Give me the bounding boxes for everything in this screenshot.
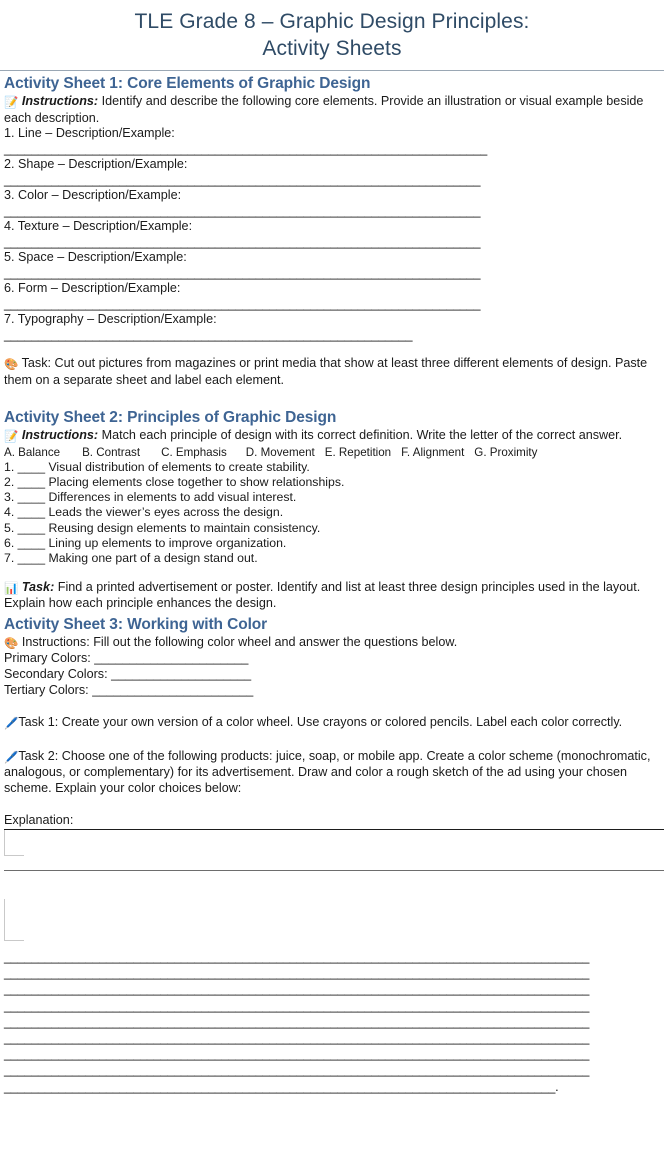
sheet2-task [0,580,664,612]
palette-icon: 🎨 [4,635,19,650]
memo-icon: 📝 [4,95,19,109]
element-label: 2. Shape – Description/Example: [4,157,188,171]
option-e: E. Repetition [324,445,392,459]
match-item[interactable]: 7. ____ Making one part of a design stand out. [4,551,258,566]
sheet3-instructions-text: Instructions: Fill out the following color wheel and answer the questions below. [18,634,458,649]
option-g: G. Proximity [474,445,538,459]
ruled-line[interactable]: ______________________________________________________________________________________ [4,982,590,997]
ruled-line[interactable]: ______________________________________________________________________________________ [4,949,590,964]
sheet3-task1-text: Task 1: Create your own version of a color wheel. Use crayons or colored pencils. Label each color correctly. [18,715,623,730]
color-field-label: Tertiary Colors: [4,682,93,697]
sheet2-task-label: Task: [21,579,55,594]
match-item[interactable]: 1. ____ Visual distribution of elements to create stability. [4,459,310,474]
ruled-line[interactable]: ______________________________________________________________________________________ [4,1047,590,1062]
color-field-rule: ______________________ [94,651,249,666]
ruled-line[interactable]: ______________________________________________________________________________________ [4,966,590,981]
element-answer-rule[interactable]: ______________________________________________________________________ [4,234,481,249]
explanation-label: Explanation: [4,813,74,828]
answer-box-corner-fragment [4,830,24,856]
element-answer-rule[interactable]: ____________________________________________________________ [4,327,413,342]
sheet1-instructions [0,94,664,126]
sheet3-task2 [0,749,664,797]
element-label: 5. Space – Description/Example: [4,250,187,264]
memo-icon: 📝 [4,429,19,443]
ruled-line[interactable]: ______________________________________________________________________________________ [4,1063,590,1078]
element-label: 3. Color – Description/Example: [4,188,182,202]
sheet3-instructions [0,635,664,652]
ruled-line[interactable]: ______________________________________________________________________________________ [4,998,590,1013]
sheet1-task-text: Task: Cut out pictures from magazines or print media that show at least three different elements of design. Paste them on a separate sheet and label each element. [4,356,648,387]
sheet3-task1 [0,715,664,732]
match-item[interactable]: 5. ____ Reusing design elements to maintain consistency. [4,520,321,535]
option-c: C. Emphasis [161,445,227,459]
sheet2-options-row [0,445,664,460]
match-item[interactable]: 2. ____ Placing elements close together to show relationships. [4,474,345,489]
explanation-answer-area[interactable] [0,829,664,941]
sheet2-task-text: Find a printed advertisement or poster. Identify and list at least three design principles used in the layout. Explain how each principle enhances the design. [4,579,641,611]
sheet1-instructions-label: Instructions: [21,94,99,108]
option-a: A. Balance [4,445,61,459]
element-label: 4. Texture – Description/Example: [4,219,193,233]
bar-chart-icon: 📊 [4,580,19,595]
element-answer-rule[interactable]: ______________________________________________________________________ [4,265,481,280]
page-title-line-2: Activity Sheets [262,37,402,60]
element-label: 1. Line – Description/Example: [4,126,175,140]
sheet1-task [0,356,664,388]
option-f: F. Alignment [401,445,465,459]
match-item[interactable]: 4. ____ Leads the viewer’s eyes across the design. [4,505,284,520]
answer-box-corner-fragment [4,899,24,941]
page-title [0,0,664,62]
sheet2-instructions [0,428,664,445]
palette-icon: 🎨 [4,357,19,371]
color-field-secondary[interactable] [0,667,664,683]
element-answer-rule[interactable]: ______________________________________________________________________ [4,296,481,311]
color-field-label: Secondary Colors: [4,666,112,681]
match-item[interactable]: 3. ____ Differences in elements to add visual interest. [4,490,297,505]
element-answer-rule[interactable]: ______________________________________________________________________ [4,203,481,218]
ruled-line[interactable]: ______________________________________________________________________________________ [4,1030,590,1045]
option-d: D. Movement [245,445,315,459]
sheet2-heading: Activity Sheet 2: Principles of Graphic Design [4,409,337,426]
color-field-rule: ____________________ [111,666,252,681]
element-label: 6. Form – Description/Example: [4,281,181,295]
sheet3-heading: Activity Sheet 3: Working with Color [4,615,268,633]
element-label: 7. Typography – Description/Example: [4,312,217,326]
sheet3-task2-text: Task 2: Choose one of the following products: juice, soap, or mobile app. Create a color scheme (monochromatic, analogous, or complementary) for its advertisement. Draw and color a rough sketch of the ad using your chosen scheme. Explain your color choices below: [4,748,651,795]
color-field-tertiary[interactable] [0,683,664,699]
page-title-line-1: TLE Grade 8 – Graphic Design Principles: [134,10,530,33]
sheet2-instructions-text: Match each principle of design with its correct definition. Write the letter of the correct answer. [98,428,623,442]
element-answer-rule[interactable]: ______________________________________________________________________ [4,172,481,187]
sheet1-heading: Activity Sheet 1: Core Elements of Graphic Design [4,75,371,92]
ruled-line[interactable]: ______________________________________________________________________________________ [4,1014,590,1029]
color-field-rule: _______________________ [92,682,254,697]
pen-icon: 🖊️ [4,749,19,764]
sheet2-instructions-label: Instructions: [21,428,99,442]
ruled-line[interactable]: _________________________________________________________________________________. [4,1079,559,1094]
answer-box-top-rule [4,829,664,830]
pen-icon: 🖊️ [4,716,19,731]
sheet1-instructions-text: Identify and describe the following core elements. Provide an illustration or visual example beside each description. [4,94,644,125]
color-field-primary[interactable] [0,651,664,667]
option-b: B. Contrast [82,445,141,459]
element-answer-rule[interactable]: _______________________________________________________________________ [4,141,488,156]
match-item[interactable]: 6. ____ Lining up elements to improve organization. [4,535,287,550]
color-field-label: Primary Colors: [4,651,95,666]
